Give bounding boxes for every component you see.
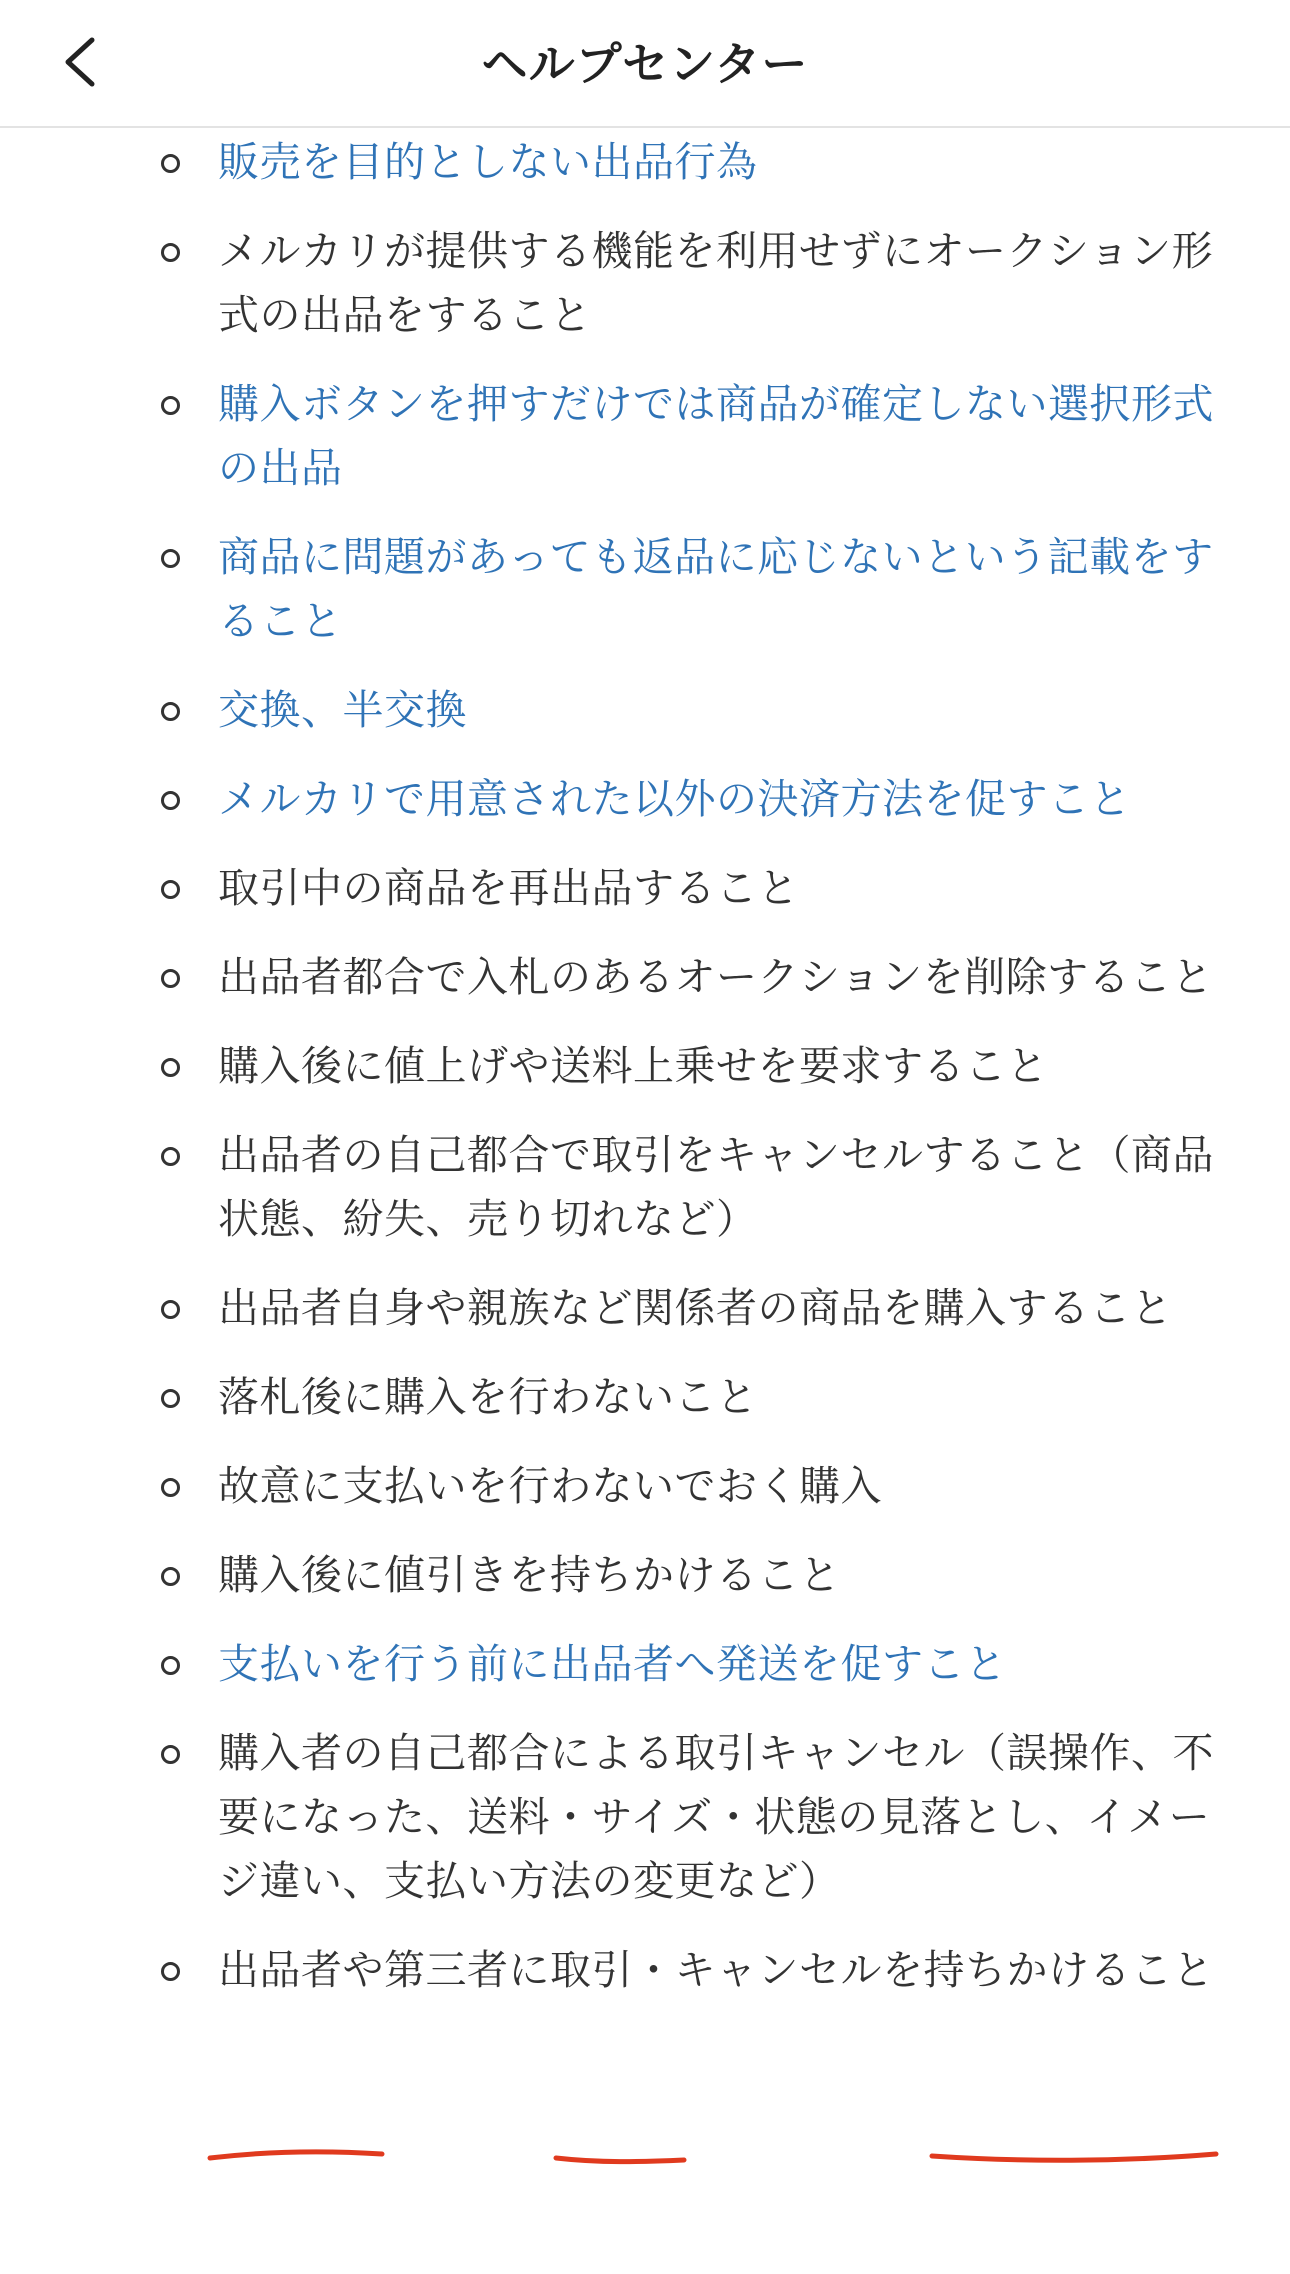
prohibited-rules-list bbox=[0, 130, 1290, 2002]
rule-text: 故意に支払いを行わないでおく購入 bbox=[218, 1462, 882, 1510]
circle-bullet-icon bbox=[161, 154, 180, 173]
rule-link[interactable]: 支払いを行う前に出品者へ発送を促すこと bbox=[218, 1640, 1007, 1688]
underline-mark-transaction bbox=[556, 2158, 684, 2162]
rule-text: 購入者の自己都合による取引キャンセル（誤操作、不要になった、送料・サイズ・状態の見落とし、イメージ違い、支払い方法の変更など） bbox=[218, 1729, 1214, 1905]
circle-bullet-icon bbox=[161, 702, 180, 721]
circle-bullet-icon bbox=[161, 549, 180, 568]
circle-bullet-icon bbox=[161, 243, 180, 262]
page-title: ヘルプセンター bbox=[481, 37, 809, 91]
circle-bullet-icon bbox=[161, 1962, 180, 1981]
rules-content bbox=[0, 130, 1290, 2027]
circle-bullet-icon bbox=[161, 1300, 180, 1319]
rule-list-item[interactable] bbox=[0, 372, 1290, 500]
rule-link[interactable]: メルカリで用意された以外の決済方法を促すこと bbox=[218, 775, 1131, 823]
rule-list-item bbox=[0, 1365, 1290, 1429]
rule-list-item bbox=[0, 1543, 1290, 1607]
circle-bullet-icon bbox=[161, 791, 180, 810]
rule-text: 取引中の商品を再出品すること bbox=[218, 864, 799, 912]
circle-bullet-icon bbox=[161, 1389, 180, 1408]
rule-text: メルカリが提供する機能を利用せずにオークション形式の出品をすること bbox=[218, 227, 1214, 339]
rule-list-item bbox=[0, 1938, 1290, 2002]
rule-link[interactable]: 販売を目的としない出品行為 bbox=[218, 138, 758, 186]
circle-bullet-icon bbox=[161, 880, 180, 899]
rule-list-item bbox=[0, 856, 1290, 920]
circle-bullet-icon bbox=[161, 1656, 180, 1675]
rule-list-item[interactable] bbox=[0, 130, 1290, 194]
rule-list-item[interactable] bbox=[0, 525, 1290, 653]
circle-bullet-icon bbox=[161, 396, 180, 415]
circle-bullet-icon bbox=[161, 1147, 180, 1166]
rule-list-item[interactable] bbox=[0, 767, 1290, 831]
circle-bullet-icon bbox=[161, 1745, 180, 1764]
underline-mark-seller bbox=[210, 2152, 382, 2158]
rule-text: 出品者都合で入札のあるオークションを削除すること bbox=[218, 953, 1214, 1001]
app-header bbox=[0, 0, 1290, 128]
rule-list-item bbox=[0, 1123, 1290, 1251]
rule-list-item bbox=[0, 1454, 1290, 1518]
rule-list-item[interactable] bbox=[0, 1632, 1290, 1696]
rule-list-item[interactable] bbox=[0, 678, 1290, 742]
rule-list-item bbox=[0, 945, 1290, 1009]
circle-bullet-icon bbox=[161, 1058, 180, 1077]
rule-text: 出品者自身や親族など関係者の商品を購入すること bbox=[218, 1284, 1173, 1332]
rule-text: 落札後に購入を行わないこと bbox=[218, 1373, 758, 1421]
circle-bullet-icon bbox=[161, 969, 180, 988]
circle-bullet-icon bbox=[161, 1478, 180, 1497]
rule-list-item bbox=[0, 219, 1290, 347]
rule-list-item bbox=[0, 1721, 1290, 1913]
rule-list-item bbox=[0, 1276, 1290, 1340]
rule-list-item bbox=[0, 1034, 1290, 1098]
rule-link[interactable]: 商品に問題があっても返品に応じないという記載をすること bbox=[218, 533, 1214, 645]
rule-link[interactable]: 交換、半交換 bbox=[218, 686, 467, 734]
rule-text: 出品者の自己都合で取引をキャンセルすること（商品状態、紛失、売り切れなど） bbox=[218, 1131, 1214, 1243]
circle-bullet-icon bbox=[161, 1567, 180, 1586]
rule-text: 購入後に値引きを持ちかけること bbox=[218, 1551, 841, 1599]
rule-text: 購入後に値上げや送料上乗せを要求すること bbox=[218, 1042, 1048, 1090]
underline-mark-propose bbox=[932, 2154, 1216, 2160]
rule-text: 出品者や第三者に取引・キャンセルを持ちかけること bbox=[218, 1946, 1214, 1994]
rule-link[interactable]: 購入ボタンを押すだけでは商品が確定しない選択形式の出品 bbox=[218, 380, 1214, 492]
